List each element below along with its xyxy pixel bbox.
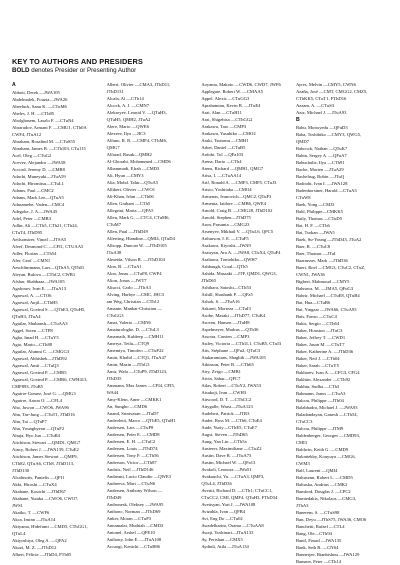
- author-entry: Allen, Mark G. —CTC4, CTuM6,: [106, 214, 170, 220]
- page-title: KEY TO AUTHORS AND PRESIDERS: [12, 57, 143, 66]
- author-entry: CThKK5, CTuT1, FThD16: [295, 95, 347, 101]
- author-entry: Bakmann, Janos —CTuA3: [295, 390, 346, 396]
- author-entry: Atry, Zvigo —CMB1: [201, 368, 241, 374]
- author-column-3: [201, 81, 293, 565]
- author-entry: Alekseyev, Leonid V. —QTuH3,: [106, 109, 167, 115]
- author-entry: Amarnath, Kuldeep —CMH11: [106, 333, 164, 339]
- author-entry: Andeoletti, Marco —QThE5, QTuH1: [106, 417, 176, 423]
- author-entry: QMD7: [295, 138, 309, 144]
- author-entry: Bakis, Sergio —CTh64: [295, 320, 340, 326]
- author-entry: WA44: [106, 389, 119, 395]
- author-entry: An, Sungho —CMD6: [106, 403, 148, 409]
- author-entry: Almeida, Vilson R. —JThD104: [106, 256, 165, 262]
- author-entry: Alere, Mario —QWE6: [106, 123, 149, 129]
- author-entry: Amaturologhe, D. —CTuL3: [106, 326, 159, 332]
- author-entry: Alhammadi, Efrah —CMD3: [106, 165, 160, 171]
- author-entry: Alcock, A. J. —CMN7: [106, 102, 150, 108]
- author-entry: Abdelmalek, Fouzia—JWA26: [12, 96, 68, 102]
- author-entry: Alexeev, Ilya —JIC3: [106, 130, 146, 136]
- author-entry: Asatryan, Ara A. —JWA8, CTuX4, QTuF4: [201, 249, 281, 255]
- author-entry: Andersen, Peter E. —CMD8: [106, 431, 160, 437]
- author-entry: JTuA38: [106, 249, 122, 255]
- author-entry: CWF4, JTuA12: [12, 131, 42, 137]
- author-entry: Bannerjee, Bianbishnu —JWA129: [295, 551, 360, 557]
- author-entry: CTuGG3: [106, 312, 124, 318]
- author-entry: Agha, Imad H. —CTuY5: [12, 334, 59, 340]
- author-entry: Babu, Moissyedu —QFuD3: [295, 124, 348, 130]
- author-entry: CTuCC3: [295, 418, 313, 424]
- author-entry: Askarei, Morteza —CTuI3: [201, 305, 251, 311]
- author-entry: Aron, Prasanta —CMG23: [201, 221, 250, 227]
- author-entry: Arakawa, Yasuhiko —CMO2: [201, 130, 256, 136]
- author-entry: Amin, Khalid —CTQ1, JTuA47: [106, 354, 167, 360]
- author-entry: Atakaramians, Shaghik —JWA105: [201, 354, 266, 360]
- author-entry: Andersen, Anthony Wilson —: [106, 487, 163, 493]
- author-entry: Atsakoji, Ivan —CWH3: [201, 389, 247, 395]
- author-entry: JThD65: [201, 277, 217, 283]
- author-entry: Bai, H. F. —CTh6: [295, 222, 330, 228]
- author-entry: Allibert, Olivier —CWO1: [106, 186, 156, 192]
- author-entry: Alon, B. —CTuA1: [106, 263, 142, 269]
- author-entry: Ashill, Shashank P. —QFa5: [201, 291, 253, 297]
- author-entry: Balcou, Philippe —JTh04: [295, 397, 344, 403]
- author-entry: Awaji, Yoshinari—JTuA133: [201, 529, 254, 535]
- author-entry: Aguilar, Alumni C. —CMGG3: [12, 348, 70, 354]
- author-entry: Bamiedakis, Nikolaos —CMG3,: [295, 495, 357, 501]
- author-entry: Allen, Paul —JThD49: [106, 228, 148, 234]
- author-entry: Aguirre, Aaron O. —CFL4: [12, 397, 62, 403]
- author-entry: Antonel, Arshel —QFE10: [106, 529, 155, 535]
- author-entry: Ashbaugh, Coral—QTh5: [201, 263, 248, 269]
- author-entry: Andersen, Tony P. —CTh56: [106, 452, 159, 458]
- author-entry: Arai, Alan —CTuH11: [201, 109, 242, 115]
- author-entry: am Weg, Christian —CTh12: [106, 298, 160, 304]
- author-entry: Afshar, Shahbaaz—JWA105: [12, 278, 65, 284]
- author-entry: Amerya, Tetlu—CTQ9: [106, 340, 150, 346]
- author-entry: Aeschlimmann, Lars—QThA5, QTh01: [12, 264, 85, 270]
- author-entry: Bache, Morten —JTuA29: [295, 166, 344, 172]
- author-entry: CMF893, JTuB5: [12, 383, 43, 389]
- author-entry: Agarwal, Govind S. —QThE3, QTuH5,: [12, 306, 86, 312]
- author-entry: Avetisyan, Yuri J. —JWA108: [201, 501, 256, 507]
- author-entry: Bakhtin, Alexander —CTh92: [295, 376, 351, 382]
- author-entry: Abbott, Derek —JWA105: [12, 89, 60, 95]
- author-entry: Aydinli, Atila —JTuA134: [201, 543, 249, 549]
- author-column-4: [296, 81, 388, 565]
- author-entry: CMI3: [295, 439, 307, 445]
- author-entry: Adams, Mark Lee—QTuA5: [12, 194, 64, 200]
- author-entry: Araki, Tsutomu —CMH1: [201, 137, 249, 143]
- author-entry: Attwood, D. T. —CThCC2: [201, 396, 252, 402]
- author-entry: Alving, Harbye —CMC, JHC3: [106, 291, 164, 297]
- author-entry: Adams, Paul —CMC2: [12, 187, 54, 193]
- author-entry: Ashida, Masaaki —JTF, QMD1, QWG3,: [201, 270, 277, 276]
- author-entry: Asakawa, Kiyoshi—JWA9: [201, 242, 251, 248]
- author-entry: Austin, Dave R. —JTuA73: [201, 452, 252, 458]
- author-entry: Baert, Roel —CMG3, CTuC2, CTuZ,: [295, 264, 366, 270]
- author-entry: Balf, Laurent —QMI4: [295, 467, 338, 473]
- author-entry: Atkinson, Peter B. —CTh65: [201, 361, 254, 367]
- author-entry: Balontekby, Kouyuya —CMG6,: [295, 453, 356, 459]
- author-entry: Babcock, Nathan —QTuK7: [295, 145, 348, 151]
- author-entry: Ali, Hyun —CMY3: [106, 172, 144, 178]
- author-entry: Alcala, Al —CTh14: [106, 95, 144, 101]
- author-entry: Albert, Olivier —CMA3, JThD11,: [106, 81, 171, 87]
- author-entry: Aprahamian, Kevin B. —JTuE4: [201, 102, 261, 108]
- author-entry: Ay, Ferishan —CMX5: [201, 536, 243, 542]
- author-entry: Bai, Turkan —JWA5: [295, 229, 335, 235]
- author-entry: Baker, Neil J. —CTh04: [295, 355, 340, 361]
- author-entry: Andersen, E. H. —CTuC2: [106, 438, 156, 444]
- author-entry: Al-Ghorabi, Mohammed —CMD6: [106, 158, 171, 164]
- author-entry: Baek, Yong —CMJ3: [295, 201, 335, 207]
- author-entry: Ardobi, Tol —QFa103: [201, 151, 244, 157]
- author-entry: Aggel, Soren —CTP8: [12, 327, 53, 333]
- author-entry: Arens, Richard —QMH1, QMG7: [201, 165, 264, 171]
- author-entry: CTuCC2, CMI, QMF4, QTuH3, FThD34: [201, 494, 278, 500]
- author-entry: Badenhorstner, Harald —CTuA3: [295, 187, 357, 193]
- author-entry: CTuT4, JThD95: [12, 229, 43, 235]
- author-entry: Asobe, Masaki —JThD77, CTuK4: [201, 312, 266, 318]
- author-column-2: [107, 81, 199, 565]
- author-entry: Andreani, Lucio Claudio —QWE3: [106, 473, 171, 479]
- author-entry: Adasamebe, Vaden—CMC4: [12, 201, 65, 207]
- author-entry: CWN1, JWA36: [295, 271, 325, 277]
- author-entry: Atis, Stéphane —QFu2, QTuC3: [201, 347, 261, 353]
- author-entry: Babuchaliz, Ilya —CTh91: [295, 159, 345, 165]
- author-entry: Arthurson, I. E. —CTuF5: [201, 235, 249, 241]
- author-entry: Baker, Jason M. —CTuT7: [295, 341, 345, 347]
- author-entry: Armenta, Iaidore —CMB6, QWE4: [201, 200, 266, 206]
- author-entry: Bakharev, Ivan A. —CFG3, CFG4: [295, 369, 360, 375]
- author-entry: Arakawa, Taro —CMP3: [201, 123, 247, 129]
- author-entry: Arisa, I. —CTuAA14: [201, 172, 242, 178]
- author-entry: Baek, Su-Young —JThD43, JTuA2: [295, 236, 362, 242]
- author-entry: JThD35: [106, 375, 122, 381]
- author-entry: Alferring, Hiandine—QMI4, QTuD4: [106, 235, 175, 241]
- author-entry: Amin, Mazin —JThG3: [106, 361, 150, 367]
- author-entry: Aho, Juwon —CWO6, JWA96: [12, 404, 69, 410]
- author-entry: Anderson, Victor —CTh87: [106, 459, 157, 465]
- author-entry: QMG7: [106, 144, 120, 150]
- author-entry: JThD130: [12, 467, 30, 473]
- author-entry: Ahn, Youngbyeon —QTuF2: [12, 425, 65, 431]
- author-entry: Assotra, Carsten —CMP3: [201, 333, 250, 339]
- author-entry: Acel, Oleg —CTuG2: [12, 152, 52, 158]
- author-entry: Alfarad, Rasak—QMH2: [106, 151, 152, 157]
- author-entry: Aeilsonstrer, Vinod —JTSA5: [12, 236, 67, 242]
- author-entry: Akiyoshiya, Oleg A. —QFA2: [12, 537, 67, 543]
- author-entry: Aoyama, Makoto —CWD6, CWD7, JWF6: [201, 81, 281, 87]
- author-entry: Akaiko, T. —CWF6: [12, 509, 50, 515]
- author-entry: Arcuogi, Kenichi —CTuB86: [106, 543, 160, 549]
- author-entry: CTuW8: [295, 194, 311, 200]
- author-entry: Abeles, J. H. —CTh85: [12, 110, 55, 116]
- author-entry: Aitchison, Stewart —QMD1, QMG7: [12, 439, 81, 445]
- page-subtitle: [12, 67, 388, 75]
- author-entry: Baker, Katherine A. —JThD36: [295, 348, 354, 354]
- author-entry: Baily, Thomas —CTuD5: [295, 215, 342, 221]
- author-entry: Baltusenn, Robert L. —CMD5: [295, 474, 353, 480]
- author-entry: Atvin, Sahar—QFC7: [201, 375, 241, 381]
- author-entry: JThD49: [106, 494, 122, 500]
- author-entry: Andersen, Louis —JThD74: [106, 445, 158, 451]
- author-entry: Abrarudov, Armani F. —CMU1, CTh0A: [12, 124, 87, 130]
- author-entry: Ahn, Tae-Jung —CTuT1, JThD16: [12, 411, 75, 417]
- author-entry: Anthonc, Norman —JThD69: [106, 508, 161, 514]
- subtitle-text: denotes Presider or Presenting Author: [29, 66, 137, 74]
- author-entry: Agrawal, Govind P. —CMR5: [12, 369, 67, 375]
- author-entry: Akozi, M. Z. —JThD12: [12, 544, 57, 550]
- author-entry: Aincy, Robert J. —JWA139, CTuE2: [12, 446, 79, 452]
- author-entry: Badoobi, Ivan I. —JWA128: [295, 180, 348, 186]
- author-entry: Aleyan, Bulova —CThC2, CWB1: [12, 271, 76, 277]
- author-entry: Babin, Sergey A. —QFuA7: [295, 152, 347, 158]
- author-entry: Abraham, Rosalind M. —CTuS55: [12, 138, 76, 144]
- author-entry: Baltuska, Andrius —CMK2: [295, 481, 348, 487]
- author-entry: Andersen, Lars —CTuP8: [106, 424, 154, 430]
- author-entry: Baldenberger, Georges —CMD93,: [295, 432, 360, 438]
- author-entry: Akki, Hiroshi —CTuX4: [12, 481, 57, 487]
- author-entry: Alcalinotis, Pantelis —QFI1: [12, 474, 65, 480]
- author-entry: Arbet, Daniel —CTuB5: [201, 144, 246, 150]
- author-entry: Amante, Mankar-Christian —: [106, 305, 162, 311]
- author-entry: Adel, Peter —CMB3: [12, 215, 51, 221]
- author-entry: Aguilar, Shubansh—CTuAA3: [12, 320, 68, 326]
- author-entry: Balabhadra, Michael J. —JWA93: [295, 404, 358, 410]
- author-entry: Bazrnezav, Mark —JThD36: [295, 257, 348, 263]
- author-entry: Ban, Deyu —JThS75, JWA36, CMO6: [295, 516, 367, 522]
- author-entry: Asoven, Hansen —JTuH8: [201, 319, 250, 325]
- author-entry: Aung, Yan Lin —CTh5a: [201, 438, 247, 444]
- author-entry: Allen, Graham —CTh5: [106, 200, 151, 206]
- author-entry: Arif, Ronald A. —CMF3, CMF5, CTuJ3: [201, 179, 277, 185]
- author-entry: QTuL4, JThD36: [201, 480, 232, 486]
- author-entry: Avi, Eng Do —CTu02: [201, 515, 243, 521]
- author-entry: Banchetti, Rafael —CTL4: [295, 523, 345, 529]
- author-entry: Averitt, Richard D. —CTh1, CTuCC1,: [201, 487, 273, 493]
- author-entry: Adachi, Hiromitsu—CTuL1: [12, 180, 64, 186]
- author-entry: Andreeva, Mari —CTuN6: [106, 480, 156, 486]
- author-entry: Agarwal, A. —CTO6: [12, 292, 52, 298]
- author-entry: Amir, Wafa —CTuP9, JThD123,: [106, 368, 168, 374]
- author-entry: Avakoli, Leonora —JWa51: [201, 466, 252, 472]
- author-entry: Arisio, Yoshitaka —CMO4: [201, 186, 252, 192]
- subtitle-bold-word: BOLD: [12, 66, 30, 74]
- author-entry: Arnold, Stephen—JThD75: [201, 214, 251, 220]
- author-entry: Ayres, Melvin —CMY5, CWN6: [295, 81, 356, 87]
- author-entry: Akahane, Yutaka —CWO6, CWO7,: [12, 495, 79, 501]
- author-entry: Ashihara, Satoshi—CTh53: [201, 284, 252, 290]
- author-entry: Adler, Florian —CTh54: [12, 250, 57, 256]
- author-entry: Anand, Srinivasan —JTuD7: [106, 410, 159, 416]
- author-entry: CTuM7: [106, 221, 122, 227]
- author-entry: Allsopp, Duncan W. —JThD105: [106, 242, 167, 248]
- author-entry: Afer, Geof —CMN1: [12, 257, 51, 263]
- author-entry: Amat, Valerio —CMN6: [106, 319, 151, 325]
- author-entry: Bais, Fonso —CTuC4: [295, 313, 337, 319]
- author-entry: Azaña, José —CMT, CMGG2, CMZ5,: [295, 88, 368, 94]
- author-entry: Baker, Sarah —CTuY5: [295, 362, 339, 368]
- author-entry: Arai, Shigehisa —CThGG2: [201, 116, 253, 122]
- author-entry: Amy-Klein, Anne —CMKK1: [106, 396, 162, 402]
- author-entry: Altucci, Carlo —JThA3: [106, 284, 151, 290]
- author-entry: Agio, Mario—CTh88: [12, 341, 53, 347]
- author-entry: Albert, Félicie —JThD4, FTh05: [12, 551, 72, 557]
- author-entry: Alia, Mohd. Tahir—QTuA5: [106, 179, 159, 185]
- author-entry: Bigbert, Mahmoud —CMY5: [295, 278, 350, 284]
- author-entry: Allegrini, Maria —QFA5: [106, 207, 154, 213]
- author-entry: Audet, Ross M. —CTh6, CTuE4: [201, 417, 262, 423]
- author-entry: Baker, Houston —JTuC3: [295, 327, 343, 333]
- author-entry: Andronesk, Oleksey —JWA95: [106, 501, 164, 507]
- author-entry: Agrawal, Govind P. —CMR6, CWH413,: [12, 376, 88, 382]
- section-letter-heading: B: [295, 116, 300, 123]
- author-index-columns: [12, 81, 388, 565]
- author-entry: Alton, Jonas —JWT7: [106, 277, 147, 283]
- author-entry: Bank, Seth R. —CNS4: [295, 544, 339, 550]
- author-entry: Agarwal, Anjil—CThH5: [12, 299, 58, 305]
- author-entry: Arena, Dario —CTh4: [201, 158, 242, 164]
- document-page: [12, 6, 388, 564]
- author-entry: Aude, Yuriy—CThE5, CTuE7: [201, 424, 257, 430]
- author-entry: Arnold, Craig B. —CMG28, JThD102: [201, 207, 273, 213]
- author-entry: QTuH5, QMH2, JTuA2: [106, 116, 151, 122]
- author-entry: Adlin, Ali —CTh5, CTh21, CTh24,: [12, 222, 78, 228]
- author-entry: Amemiya, Timofeo —CTuP22: [106, 347, 164, 353]
- author-entry: JThA3: [295, 502, 309, 508]
- author-entry: Awadelkarim, Osama —CTuAA8: [201, 522, 264, 528]
- author-entry: Bai, Hua—CTuB6: [295, 299, 331, 305]
- author-entry: Abraham, James B. —CTh103, CTu115: [12, 145, 86, 151]
- author-column-1: [12, 81, 104, 565]
- author-entry: Austin, Michael W. —QFa13: [201, 459, 256, 465]
- author-entry: Abeeluck, Sanu K. —CTuM6: [12, 103, 67, 109]
- author-entry: Ahuja, Hyo Jun —CTuR4: [12, 432, 61, 438]
- author-entry: Appel, Alexis —CTuGG3: [201, 95, 250, 101]
- author-entry: Attygalle, Warsi—JTuA123: [201, 403, 253, 409]
- author-entry: Avizahla, Ivan —QFB4: [201, 508, 245, 514]
- author-entry: Akiyama, Hidefumi —CMD5, CThGG1,: [12, 523, 88, 529]
- author-entry: Accord, Jeremy D. —CMR8: [12, 166, 65, 172]
- author-entry: Aitchison, James Stewart —QMF9,: [12, 453, 78, 459]
- author-entry: JWS1: [12, 502, 23, 508]
- author-entry: Baker, Jeffrey T. —CWD1: [295, 334, 346, 340]
- author-entry: Alon, Jonas —CTuF8, CWP4: [106, 270, 162, 276]
- author-entry: Banil, Fouad —JWA135: [295, 537, 342, 543]
- author-entry: Agrawal, Abhishek—JThD92: [12, 355, 67, 361]
- author-entry: CTh82, QTuA6, CTh8, JThD113,: [12, 460, 75, 466]
- author-entry: Ahn, Tai —QTuP7: [12, 418, 47, 424]
- author-entry: Austerer, Maximiliane —CTuZ2: [201, 445, 262, 451]
- author-entry: Avakauchi, Yu. —CTuA3, QMF3,: [201, 473, 265, 479]
- author-entry: Adegoke, J. A.—JWA45: [12, 208, 58, 214]
- author-entry: Applegate, Robert W. —CMAA5: [201, 88, 263, 94]
- author-entry: Armenas, Ivanovich—QMC2, QTuF3: [201, 193, 272, 199]
- author-entry: CWM3: [295, 460, 310, 466]
- author-entry: Agafonov, Ivan E. —JTuA13: [12, 285, 67, 291]
- author-entry: Bang, Ole—CTh94: [295, 530, 332, 536]
- author-entry: Asahawa, Tomohiko—QWH7: [201, 256, 258, 262]
- author-entry: Ali-Khan, Irfan —CTh06: [106, 193, 154, 199]
- author-entry: Aziz, Michael J. —JTuA93: [295, 109, 347, 115]
- author-entry: Agrawal, Amit —CTuQ3: [12, 362, 59, 368]
- author-entry: QTuH3, JTuA4: [12, 313, 41, 319]
- section-letter-heading: A: [12, 81, 16, 88]
- author-entry: Banerem, S. —CTuS98: [295, 509, 340, 515]
- author-entry: Baldwin, Keith G. —CMD9: [295, 446, 349, 452]
- author-entry: Audebert, Patrick —JTR3: [201, 410, 250, 416]
- author-entry: Abolghasem, Laszlo F. —CTuN4: [12, 117, 74, 123]
- author-entry: Bahl, Philippe—CMKK5: [295, 208, 343, 214]
- author-entry: Bamford, Douglas J. —CPC2: [295, 488, 351, 494]
- author-entry: Baladandayan, Ganesh —CTh54,: [295, 411, 358, 417]
- author-entry: Aspelmeyer, Markus —QTh36: [201, 326, 259, 332]
- author-entry: Andriis, Neil —JThD146: [106, 466, 154, 472]
- author-entry: Ammann, Max James —CFI4, CFI5,: [106, 382, 175, 388]
- author-entry: QTuL4: [12, 530, 26, 536]
- author-entry: Annamalai, Muthiah —CMD3: [106, 522, 164, 528]
- author-entry: Astley, Victoria —CTh1L1, CTuB5, CTuI3: [201, 340, 282, 346]
- author-entry: JThD131: [106, 88, 124, 94]
- author-entry: Anker, Moran —CTuP3: [106, 515, 152, 521]
- author-entry: Akahane, Kouichi —JThD67: [12, 488, 66, 494]
- author-entry: Akca, Imran —JTuA14: [12, 516, 56, 522]
- author-entry: Azzam, A. —CTuS3: [295, 102, 335, 108]
- author-entry: Baer, Thomas —JTuI: [295, 250, 336, 256]
- author-entry: Bai, Yingzar —JWA66, CTuA95: [295, 306, 357, 312]
- author-entry: Augst, Steven —JThD65: [201, 431, 248, 437]
- author-entry: Alfano, R. R. —CMF4, CThM6,: [106, 137, 168, 143]
- author-entry: Anthony, John E. —JTuA108: [106, 536, 162, 542]
- author-entry: Bakhtu, Sudha —CTh3: [295, 383, 340, 389]
- author-entry: Balcou, Philippe —JTM9: [295, 425, 344, 431]
- author-entry: Bahrawa, M. —JMA5, QFuG3: [295, 285, 354, 291]
- author-entry: Bansner, Peter —CTh14: [295, 558, 342, 564]
- author-entry: Baer, R. —CTuC8: [295, 243, 331, 249]
- author-entry: Aguirre-Gomez, José G. —QMG3: [12, 390, 76, 396]
- author-entry: Acevez, Alejandro —JWA58: [12, 159, 66, 165]
- author-entry: Bahrir, Michael —CTuE8, QTuB4: [295, 292, 360, 298]
- author-entry: Bachelrug, Robin —JTuQ: [295, 173, 345, 179]
- author-entry: Adachi, Muneyuki—JTuA59: [12, 173, 66, 179]
- author-entry: Atlas, Robert —CTuY2, JWA53: [201, 382, 261, 388]
- author-entry: Afeef, Desmond C. —CFI1, CTUAA5: [12, 243, 84, 249]
- author-entry: Baba, Toshihiko —CMY3, QWG5,: [295, 131, 362, 137]
- author-entry: Ashok, S. —JTuA16: [201, 298, 240, 304]
- author-entry: Arsenyev, Mikhail V. —QTuL6, QFC5: [201, 228, 274, 234]
